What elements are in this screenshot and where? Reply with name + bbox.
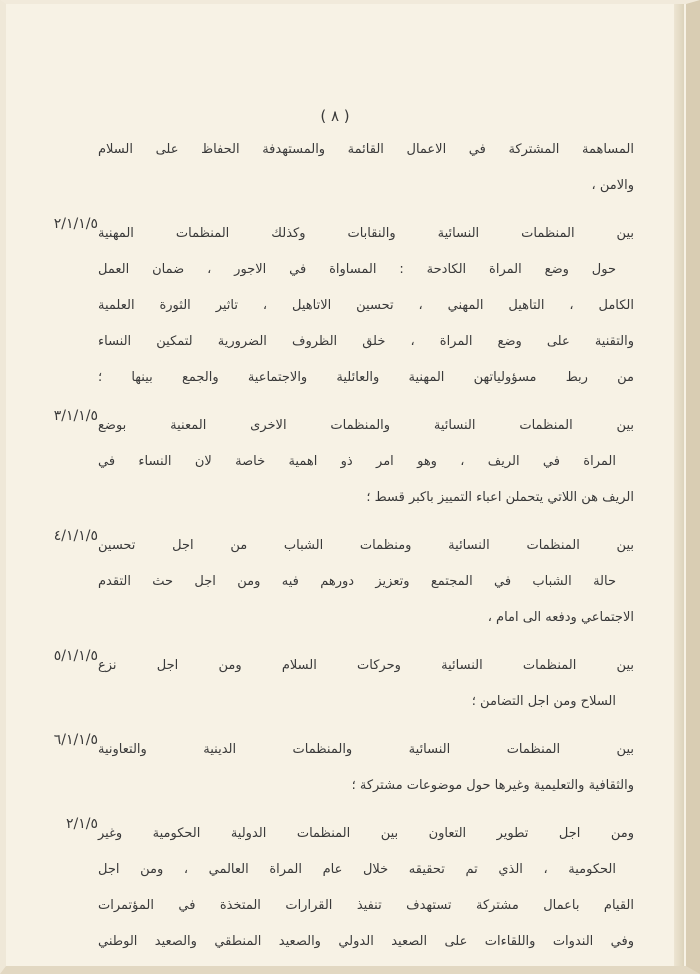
text-line: القيام باعمال مشتركة تستهدف تنفيذ القرارات المتخذة في المؤتمرات xyxy=(98,898,634,913)
text-line: بين المنظمات النسائية والمنظمات الاخرى المعنية بوضع xyxy=(98,418,634,433)
text-line: المراة في الريف ، وهو امر ذو اهمية خاصة لان النساء في xyxy=(98,454,616,469)
list-item xyxy=(36,648,634,720)
text-line: بين المنظمات النسائية والنقابات وكذلك المنظمات المهنية xyxy=(98,226,634,241)
intro-paragraph xyxy=(36,132,634,204)
text-line: الحكومية ، الذي تم تحقيقه خلال عام المراة العالمي ، ومن اجل xyxy=(98,862,616,877)
text-line: والتقنية على وضع المراة ، خلق الظروف الضرورية لتمكين النساء xyxy=(98,334,634,349)
list-item xyxy=(36,216,634,396)
text-line: المساهمة المشتركة في الاعمال القائمة والمستهدفة الحفاظ على السلام xyxy=(98,142,634,157)
list-item xyxy=(36,732,634,804)
text-line: الريف هن اللاتي يتحملن اعباء التمييز باكبر قسط ؛ xyxy=(366,490,634,505)
item-number: ٣/١/١/٥ xyxy=(53,408,98,424)
text-line: بين المنظمات النسائية وحركات السلام ومن اجل نزع xyxy=(98,658,634,673)
list-item xyxy=(36,528,634,636)
page-edge-shadow xyxy=(674,4,684,966)
text-line: الكامل ، التاهيل المهني ، تحسين الاتاهيل ، تاثير الثورة العلمية xyxy=(98,298,634,313)
text-line: ومن اجل تطوير التعاون بين المنظمات الدولية الحكومية وغير xyxy=(98,826,634,841)
text-line: وفي الندوات واللقاءات على الصعيد الدولي والصعيد المنطقي والصعيد الوطني xyxy=(98,934,634,949)
text-line: والامن ، xyxy=(591,178,634,193)
item-number: ٤/١/١/٥ xyxy=(53,528,98,544)
text-line: بين المنظمات النسائية ومنظمات الشباب من اجل تحسين xyxy=(98,538,634,553)
text-line: الاجتماعي ودفعه الى امام ، xyxy=(487,610,634,625)
item-number: ٦/١/١/٥ xyxy=(53,732,98,748)
list-item xyxy=(36,408,634,516)
text-line: السلاح ومن اجل التضامن ؛ xyxy=(471,694,616,709)
item-number: ٢/١/١/٥ xyxy=(53,216,98,232)
list-item xyxy=(36,816,634,960)
text-line: حول وضع المراة الكادحة : المساواة في الاجور ، ضمان العمل xyxy=(98,262,616,277)
document-body xyxy=(36,102,634,949)
text-line: من ربط مسؤولياتهن المهنية والعائلية والاجتماعية والجمع بينها ؛ xyxy=(98,370,634,385)
text-line: بين المنظمات النسائية والمنظمات الدينية والتعاونية xyxy=(98,742,634,757)
item-number: ٢/١/٥ xyxy=(66,816,98,832)
item-number: ٥/١/١/٥ xyxy=(53,648,98,664)
text-line: والثقافية والتعليمية وغيرها حول موضوعات مشتركة ؛ xyxy=(351,778,634,793)
page-number: ( ٨ ) xyxy=(320,107,350,125)
text-line: حالة الشباب في المجتمع وتعزيز دورهم فيه ومن اجل حث التقدم xyxy=(98,574,616,589)
